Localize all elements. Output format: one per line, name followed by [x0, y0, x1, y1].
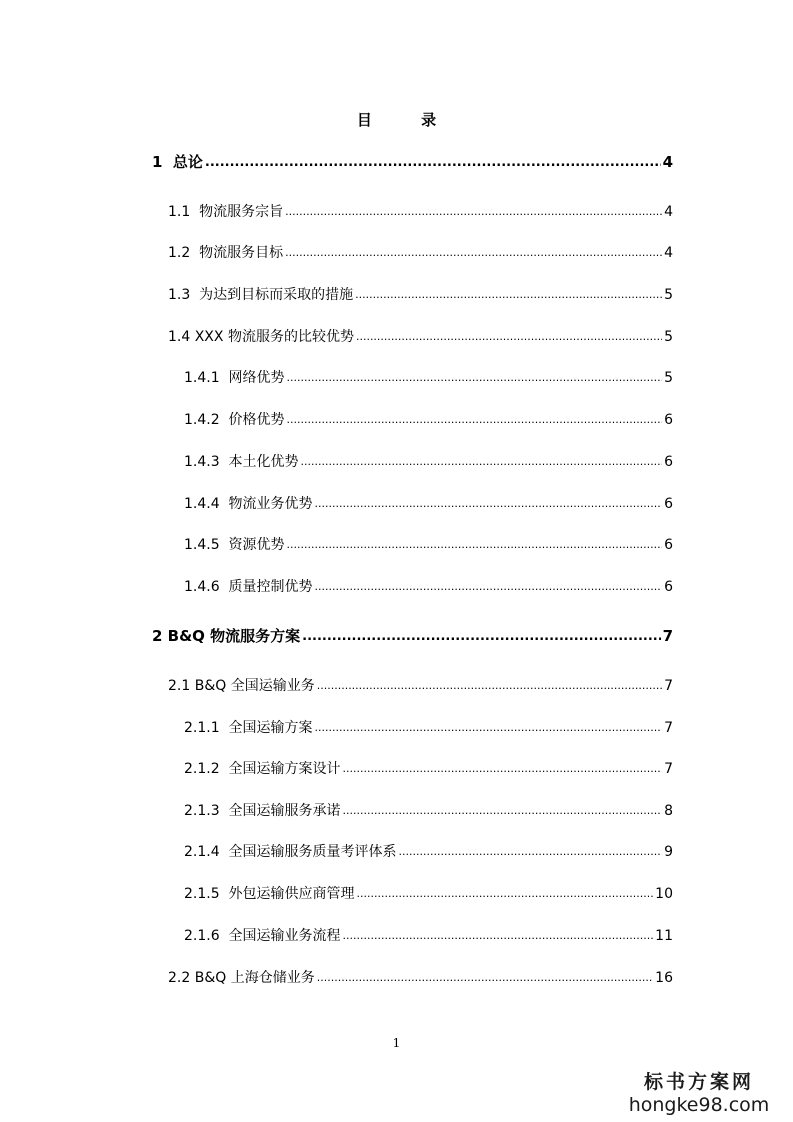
toc-entry-number: 1: [152, 153, 173, 171]
toc-entry-title: 物流服务目标: [199, 245, 284, 261]
toc-entry-title: 总论: [172, 153, 203, 171]
toc-leader-dots: [302, 626, 660, 641]
toc-entry-title: 全国运输方案: [228, 720, 313, 736]
toc-entry-number: 1.3: [168, 287, 200, 303]
toc-leader-dots: [287, 410, 663, 424]
toc-entry-page: 4: [664, 204, 673, 220]
toc-entry-title: 质量控制优势: [228, 579, 313, 595]
toc-entry-title: 外包运输供应商管理: [228, 886, 355, 902]
toc-entry-page: 9: [664, 844, 673, 860]
toc-entry[interactable]: [152, 151, 673, 175]
toc-entry-page: 4: [662, 153, 673, 171]
toc-entry[interactable]: [168, 284, 673, 308]
toc-entry[interactable]: [184, 367, 673, 391]
toc-entry-page: 16: [655, 970, 673, 986]
toc-entry[interactable]: [184, 534, 673, 558]
toc-entry[interactable]: [168, 201, 673, 225]
toc-entry-page: 7: [662, 627, 673, 645]
toc-entry-title: 本土化优势: [228, 454, 299, 470]
toc-entry-number: 2.2: [168, 970, 195, 986]
toc-leader-dots: [317, 968, 653, 982]
toc-entry-number: 2.1.1: [184, 720, 229, 736]
toc-entry[interactable]: [152, 625, 673, 649]
toc-entry-page: 5: [664, 287, 673, 303]
toc-entry-number: 2.1.4: [184, 844, 229, 860]
toc-entry[interactable]: [184, 883, 673, 907]
toc-entry-number: 1.4: [168, 329, 195, 345]
toc-entry-page: 10: [655, 886, 673, 902]
toc-entry[interactable]: [184, 576, 673, 600]
toc-entry-page: 11: [655, 928, 673, 944]
toc-entry-number: 2.1.6: [184, 928, 229, 944]
toc-entry-title: B&Q 上海仓储业务: [194, 970, 315, 986]
toc-entry-number: 1.4.4: [184, 496, 229, 512]
toc-entry-page: 6: [664, 454, 673, 470]
toc-leader-dots: [315, 494, 663, 508]
toc-leader-dots: [285, 202, 662, 216]
toc-leader-dots: [287, 368, 663, 382]
toc-entry[interactable]: [184, 800, 673, 824]
toc-entry-title: 价格优势: [228, 412, 285, 428]
watermark-line1: 标书方案网: [643, 1071, 754, 1093]
toc-entry-title: XXX 物流服务的比较优势: [194, 329, 354, 345]
toc-entry-page: 8: [664, 803, 673, 819]
toc-entry-number: 2: [152, 627, 168, 645]
toc-entry-number: 1.4.5: [184, 537, 229, 553]
toc-leader-dots: [355, 285, 662, 299]
page-number: 1: [392, 1036, 401, 1050]
toc-entry-number: 1.1: [168, 204, 200, 220]
toc-entry-page: 6: [664, 537, 673, 553]
watermark-logo: [619, 1070, 779, 1116]
toc-leader-dots: [317, 676, 662, 690]
toc-entry-number: 1.4.3: [184, 454, 229, 470]
toc-leader-dots: [356, 327, 662, 341]
toc-entry-page: 6: [664, 412, 673, 428]
toc-entry-number: 1.4.1: [184, 370, 229, 386]
toc-entry-number: 2.1: [168, 678, 195, 694]
toc-entry[interactable]: [184, 493, 673, 517]
toc-entry[interactable]: [168, 675, 673, 699]
toc-leader-dots: [343, 759, 663, 773]
toc-leader-dots: [357, 884, 654, 898]
toc-entry[interactable]: [168, 326, 673, 350]
toc-entry[interactable]: [168, 242, 673, 266]
toc-entry[interactable]: [184, 451, 673, 475]
toc-leader-dots: [301, 452, 663, 466]
toc-entry-page: 7: [664, 678, 673, 694]
toc-leader-dots: [399, 842, 663, 856]
toc-entry-number: 1.2: [168, 245, 200, 261]
toc-entry-title: 全国运输业务流程: [228, 928, 341, 944]
toc-entry-number: 2.1.3: [184, 803, 229, 819]
toc-entry-page: 4: [664, 245, 673, 261]
toc-entry[interactable]: [168, 967, 673, 991]
toc-leader-dots: [315, 718, 663, 732]
toc-leader-dots: [287, 535, 663, 549]
toc-entry-title: 为达到目标而采取的措施: [199, 287, 354, 303]
toc-entry-title: 全国运输服务质量考评体系: [228, 844, 397, 860]
toc-entry-title: 网络优势: [228, 370, 285, 386]
toc-entry-title: 全国运输服务承诺: [228, 803, 341, 819]
toc-leader-dots: [343, 926, 654, 940]
toc-entry[interactable]: [184, 758, 673, 782]
toc-leader-dots: [343, 801, 663, 815]
toc-entry[interactable]: [184, 409, 673, 433]
toc-entry-title: B&Q 物流服务方案: [167, 627, 301, 645]
toc-entry-number: 2.1.5: [184, 886, 229, 902]
toc-entry-page: 5: [664, 370, 673, 386]
toc-entry-title: 全国运输方案设计: [228, 761, 341, 777]
toc-entry-title: B&Q 全国运输业务: [194, 678, 315, 694]
toc-entry-number: 1.4.2: [184, 412, 229, 428]
toc-entry-number: 1.4.6: [184, 579, 229, 595]
toc-entry-title: 物流业务优势: [228, 496, 313, 512]
toc-leader-dots: [315, 577, 663, 591]
toc-entry-page: 7: [664, 720, 673, 736]
toc-entry[interactable]: [184, 717, 673, 741]
watermark-line2: hongke98.com: [628, 1094, 770, 1116]
toc-entry-page: 6: [664, 579, 673, 595]
toc-leader-dots: [205, 152, 661, 167]
toc-entry[interactable]: [184, 925, 673, 949]
toc-entry-number: 2.1.2: [184, 761, 229, 777]
toc-title: 目 录: [356, 111, 459, 129]
toc-entry-page: 6: [664, 496, 673, 512]
toc-entry-page: 5: [664, 329, 673, 345]
toc-entry-title: 物流服务宗旨: [199, 204, 284, 220]
toc-leader-dots: [285, 243, 662, 257]
toc-entry-page: 7: [664, 761, 673, 777]
toc-entry[interactable]: [184, 841, 673, 865]
toc-entry-title: 资源优势: [228, 537, 285, 553]
